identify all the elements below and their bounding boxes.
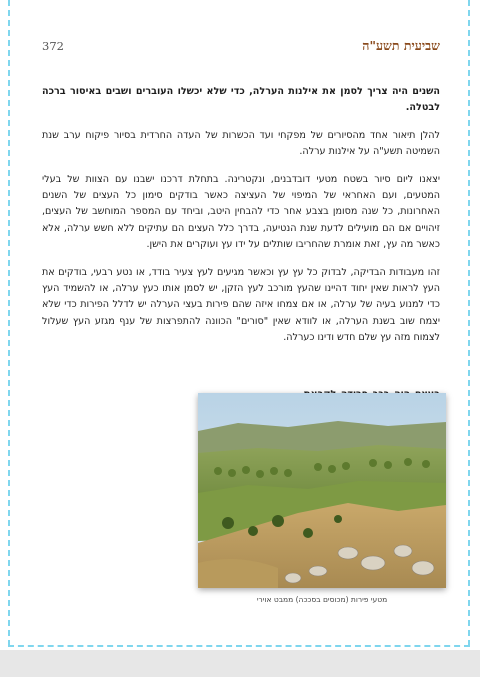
article-body [42,84,440,358]
page-gutter [0,650,480,677]
page-header [42,38,440,58]
paragraph-intro: השנים היה צריך לסמן את אילנות הערלה, כדי שלא יכשלו העוברים ושבים באיסור ברכה לבטלה. [42,86,440,114]
paragraph-description: להלן תיאור אחד מהסיורים של מפקחי ועד הכשרות של העדה החרדית בסיור פיקוח ערב שנת השמיטה תשע"ה על אילנות ערלה. [42,129,440,158]
orchard-photo [198,393,446,588]
orchard-landscape-image [198,393,446,588]
frame-bottom-border [8,645,470,647]
running-title: שביעית תשע"ה [362,38,440,53]
frame-right-border [468,0,470,646]
frame-left-border [8,0,10,646]
paragraph-tour: יצאנו ליום סיור בשטח מטעי דובדבנים, ונקטרינה. בתחלת דרכנו ישבנו עם הצוות של בעלי המטעים, ועם האחראי של המיפוי של העציצה כאשר בודקים סימון כל העצים של השנים האחרונות, כל שנה מסומן בצבע אחר כדי להבחין היטב, וביחד עם המספר המוחשב של העצים, זיהויים אם הם מועילים לדעת שנת הנטיעה, בדרך כלל העצים הם עתיקים ללא חשש ערלה, אלא כאשר מה עץ, זאת אומרת שהחריבו שותלים על ידו עץ ועוקרים את הישן. [42,173,440,251]
page-number: 372 [42,39,64,53]
paragraph-inspection: זהו מעבודות הבדיקה, לבדוק כל עץ עץ וכאשר מגיעים לעץ צעיר בודד, או נטע רבעי, בודקים את העץ לראות שאין יחוד דהיינו שהעץ מורכב לעץ הזקן, יש לסמן אותו כעץ ערלה, או להשמיד העץ כדי למנוע בעיה של ערלה, או אם צמחו איזה שהם פירות בעצי הערלה יש לדלל הפירות כדי שלא יצמח שוב בשנת הערלה, או לוודא שאין "סורים" הכוונה להתפרצות של ענף מגזע העץ שעלול לצמוח מזה עץ שלם חדש ודינו כערלה. [42,266,440,344]
photo-caption: מטעי פירות (מכוסים בסככה) ממבט אוירי [256,595,388,604]
